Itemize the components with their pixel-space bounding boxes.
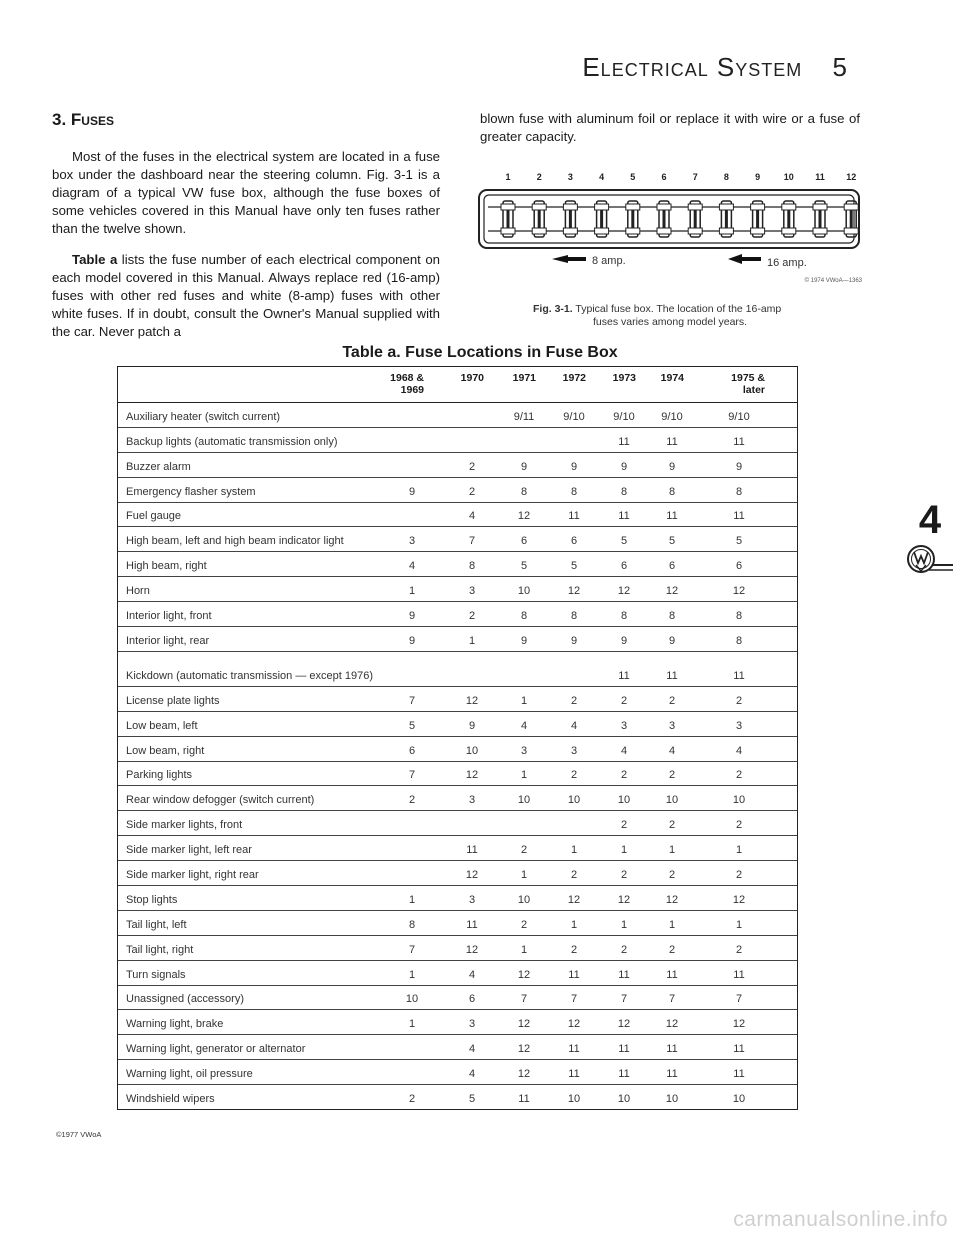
fuse-number-cell: 5 [668, 535, 676, 548]
fuse-number-cell: 2 [735, 869, 743, 882]
fuse-number-label: 11 [815, 172, 825, 182]
fuse-number-cell: 1 [668, 844, 676, 857]
fuse-number-cell: 9 [735, 460, 743, 473]
fuse-number-cell: 6 [520, 535, 528, 548]
fuse-number-cell: 11 [618, 510, 630, 523]
table-row [118, 652, 797, 687]
table-row [118, 577, 797, 602]
fuse-number-cell: 11 [568, 1068, 580, 1081]
table-row [118, 1010, 797, 1035]
component-name: Turn signals [126, 968, 186, 981]
table-row [118, 1060, 797, 1085]
fuse-number-cell: 6 [668, 560, 676, 573]
fuse-number-cell: 12 [465, 869, 479, 882]
fuse-number-cell: 2 [468, 460, 476, 473]
fuse-number-label: 3 [567, 172, 573, 182]
table-row [118, 811, 797, 836]
fuse-number-cell: 11 [733, 669, 745, 682]
component-name: High beam, left and high beam indicator light [126, 535, 344, 548]
table-reference-paragraph [52, 251, 440, 341]
fuse-number-cell: 9 [668, 634, 676, 647]
table-row [118, 552, 797, 577]
fuse-number-label: 5 [630, 172, 636, 182]
fuse-number-cell: 3 [468, 585, 476, 598]
fuse-number-cell: 12 [517, 968, 531, 981]
fuse-number-cell: 12 [732, 893, 746, 906]
component-name: Side marker light, left rear [126, 844, 252, 857]
fuse-number-cell: 11 [568, 968, 580, 981]
side-tab-number: 4 [918, 498, 942, 542]
table-row [118, 712, 797, 737]
fuse-number-cell: 2 [735, 943, 743, 956]
fuse-number-cell: 8 [520, 610, 528, 623]
fuse-number-cell: 2 [570, 769, 578, 782]
fuse-number-cell: 12 [517, 1068, 531, 1081]
fuse-number-cell: 9 [520, 460, 528, 473]
fuse-number-cell: 2 [468, 610, 476, 623]
fuse-number-cell: 11 [666, 510, 678, 523]
fuse-number-cell: 9/10 [728, 410, 750, 423]
fuse-number-cell: 9 [620, 634, 628, 647]
component-name: Rear window defogger (switch current) [126, 794, 315, 807]
fuse-number-cell: 9 [408, 485, 416, 498]
fuse-number-cell: 8 [408, 918, 416, 931]
fuse-number-cell: 2 [668, 694, 676, 707]
fuse [719, 201, 733, 237]
fuse-number-cell: 10 [732, 1093, 746, 1106]
table-row [118, 478, 797, 503]
table-row [118, 961, 797, 986]
fuse-number-cell: 2 [408, 1093, 416, 1106]
fuse-number-cell: 9 [468, 719, 476, 732]
fuse-number-cell: 2 [468, 485, 476, 498]
table-row [118, 911, 797, 936]
fuse-number-cell: 6 [620, 560, 628, 573]
fuse-number-cell: 1 [570, 844, 578, 857]
fuse-number-cell: 7 [668, 993, 676, 1006]
table-body [118, 403, 797, 1109]
fuse-number-cell: 11 [666, 435, 678, 448]
fuse-16-amp-symbol [728, 254, 761, 264]
fuse-number-cell: 11 [568, 510, 580, 523]
fuse-number-cell: 11 [466, 844, 478, 857]
fuse-number-cell: 11 [733, 510, 745, 523]
component-name: Low beam, right [126, 744, 205, 757]
fuse-number-cell: 8 [668, 485, 676, 498]
figure-credit: © 1974 VWoA—1363 [804, 278, 862, 284]
fuse-number-cell: 11 [618, 669, 630, 682]
fuse [501, 201, 515, 237]
fuse [595, 201, 609, 237]
fuse-number-cell: 8 [570, 485, 578, 498]
fuse-number-cell: 6 [408, 744, 416, 757]
table-row [118, 687, 797, 712]
fuse-number-cell: 10 [405, 993, 419, 1006]
table-row [118, 503, 797, 528]
legend-8-amp-label: 8 amp. [592, 255, 626, 267]
table-row [118, 762, 797, 787]
fuse-number-label: 10 [783, 172, 794, 182]
fuse-number-cell: 8 [468, 560, 476, 573]
fuse-number-cell: 12 [517, 1018, 531, 1031]
fuse-number-cell: 3 [735, 719, 743, 732]
fuse-number-cell: 9 [570, 460, 578, 473]
fuse-number-label: 2 [536, 172, 542, 182]
fuse [751, 201, 765, 237]
fuse-number-cell: 5 [408, 719, 416, 732]
fuse-number-cell: 6 [468, 993, 476, 1006]
chapter-title: Electrical System [582, 52, 803, 82]
fuse-number-cell: 9 [408, 634, 416, 647]
table-row [118, 527, 797, 552]
fuse [657, 201, 671, 237]
fuse-number-cell: 3 [570, 744, 578, 757]
fuse-number-cell: 8 [570, 610, 578, 623]
fuse-number-cell: 1 [520, 694, 528, 707]
table-header-cell: 1974 [660, 372, 684, 384]
fuse-number-cell: 1 [408, 585, 416, 598]
table-row [118, 403, 797, 428]
fuse-number-cell: 12 [517, 510, 531, 523]
table-row [118, 1035, 797, 1060]
fuse-number-cell: 1 [735, 918, 743, 931]
figure-caption-line2: fuses varies among model years. [593, 316, 748, 328]
fuse-number-cell: 9/11 [513, 410, 535, 423]
fuse-number-cell: 11 [618, 1068, 630, 1081]
fuse-number-cell: 2 [668, 869, 676, 882]
fuse-number-cell: 8 [520, 485, 528, 498]
fuse-box-diagram [474, 160, 864, 290]
fuse-number-cell: 9 [620, 460, 628, 473]
fuse-number-cell: 8 [735, 610, 743, 623]
fuse-number-cell: 2 [620, 869, 628, 882]
figure-caption-line1: Typical fuse box. The location of the 16-amp [575, 303, 782, 315]
table-row [118, 786, 797, 811]
fuse [626, 201, 640, 237]
watermark: carmanualsonline.info [733, 1208, 948, 1231]
fuse-number-cell: 5 [468, 1093, 476, 1106]
fuse-8-amp-symbol [552, 255, 586, 263]
fuse-number-cell: 7 [408, 694, 416, 707]
component-name: Buzzer alarm [126, 460, 191, 473]
fuse-number-cell: 11 [666, 669, 678, 682]
table-row [118, 602, 797, 627]
fuse-number-label: 4 [599, 172, 605, 182]
fuse-number-cell: 11 [733, 435, 745, 448]
right-column [480, 110, 860, 156]
component-name: Side marker light, right rear [126, 869, 259, 882]
fuse-number-cell: 9 [668, 460, 676, 473]
table-reference-text: lists the fuse number of each electrical component on each model covered in this Manual. Always replace red (16-amp) fuses with other red fuses and white (8-amp) fuses with other white fuses. If in doubt, consult the Owner's Manual supplied with the car. Never patch a [52, 252, 440, 339]
fuse-number-cell: 8 [620, 610, 628, 623]
fuse-number-cell: 11 [666, 1043, 678, 1056]
fuse-number-cell: 12 [732, 1018, 746, 1031]
fuse-number-cell: 4 [468, 510, 476, 523]
chapter-side-tab [905, 498, 955, 584]
fuse-number-cell: 9 [570, 634, 578, 647]
fuse [813, 201, 827, 237]
component-name: Interior light, front [126, 610, 212, 623]
fuse-number-cell: 3 [620, 719, 628, 732]
fuse-number-cell: 2 [408, 794, 416, 807]
fuse-number-cell: 2 [620, 694, 628, 707]
fuse-number-cell: 2 [620, 819, 628, 832]
fuse-number-cell: 7 [620, 993, 628, 1006]
fuse-number-cell: 12 [665, 893, 679, 906]
fuse-number-cell: 5 [735, 535, 743, 548]
fuse-number-cell: 12 [465, 943, 479, 956]
fuse-number-label: 8 [723, 172, 729, 182]
fuse-number-cell: 4 [520, 719, 528, 732]
table-title: Table a. Fuse Locations in Fuse Box [342, 344, 618, 361]
fuse-number-cell: 11 [618, 435, 630, 448]
fuse-number-label: 6 [661, 172, 667, 182]
fuse-number-cell: 9 [520, 634, 528, 647]
fuse-number-cell: 11 [733, 968, 745, 981]
component-name: Auxiliary heater (switch current) [126, 410, 281, 423]
fuse-number-cell: 11 [618, 968, 630, 981]
fuse-number-label: 12 [846, 172, 857, 182]
fuse-number-cell: 9/10 [661, 410, 683, 423]
component-name: Low beam, left [126, 719, 198, 732]
table-row [118, 453, 797, 478]
fuse-number-cell: 7 [570, 993, 578, 1006]
fuse-location-table [117, 366, 798, 1110]
component-name: Warning light, brake [126, 1018, 224, 1031]
fuse-number-cell: 7 [408, 943, 416, 956]
continuation-paragraph: blown fuse with aluminum foil or replace it with wire or a fuse of greater capacity. [480, 111, 860, 144]
fuse-number-cell: 1 [408, 1018, 416, 1031]
fuse-number-cell: 12 [517, 1043, 531, 1056]
section-title: 3. Fuses [52, 110, 114, 129]
intro-paragraph: Most of the fuses in the electrical system are located in a fuse box under the dashboard near the steering column. Fig. 3-1 is a diagram of a typical VW fuse box, although the fuse boxes of some vehicles covered in this Manual have only ten fuses rather than the twelve shown. [52, 149, 440, 236]
component-name: Fuel gauge [126, 510, 182, 523]
fuse-number-cell: 10 [567, 1093, 581, 1106]
figure-caption [533, 303, 863, 329]
fuse-number-cell: 2 [570, 694, 578, 707]
fuse-number-cell: 8 [735, 485, 743, 498]
component-name: Interior light, rear [126, 634, 210, 647]
fuse-number-cell: 11 [568, 1043, 580, 1056]
fuse-number-cell: 1 [668, 918, 676, 931]
fuse-number-cell: 4 [620, 744, 628, 757]
fuse-number-cell: 3 [408, 535, 416, 548]
fuse-number-cell: 4 [735, 744, 743, 757]
fuse-number-cell: 2 [735, 769, 743, 782]
fuse-number-cell: 1 [520, 869, 528, 882]
fuse-number-cell: 4 [668, 744, 676, 757]
fuse-number-cell: 5 [620, 535, 628, 548]
component-name: Backup lights (automatic transmission only) [126, 435, 338, 448]
table-row [118, 428, 797, 453]
table-header-cell: 1970 [460, 372, 484, 384]
component-name: Warning light, generator or alternator [126, 1043, 306, 1056]
component-name: Unassigned (accessory) [126, 993, 244, 1006]
fuse-number-cell: 9 [408, 610, 416, 623]
fuse-number-cell: 10 [517, 585, 531, 598]
fuse-number-cell: 9/10 [613, 410, 635, 423]
fuse-number-cell: 7 [735, 993, 743, 1006]
copyright-note: ©1977 VWoA [56, 1130, 102, 1139]
fuse [688, 201, 702, 237]
table-row [118, 737, 797, 762]
component-name: Side marker lights, front [126, 819, 243, 832]
fuse-number-cell: 1 [468, 634, 476, 647]
table-row [118, 861, 797, 886]
page-number: 5 [832, 52, 848, 82]
legend-16-amp-label: 16 amp. [767, 257, 807, 269]
fuse-number-cell: 1 [735, 844, 743, 857]
fuse-number-cell: 12 [732, 585, 746, 598]
legend-16-amp [728, 254, 807, 269]
fuse-number-cell: 1 [520, 769, 528, 782]
fuse-number-cell: 12 [465, 769, 479, 782]
left-column [52, 110, 440, 354]
fuse-number-cell: 10 [617, 1093, 631, 1106]
fuse-number-cell: 2 [668, 943, 676, 956]
fuse-number-cell: 10 [567, 794, 581, 807]
fuse-number-cell: 12 [665, 585, 679, 598]
fuse-number-cell: 4 [468, 1068, 476, 1081]
fuse-number-cell: 2 [668, 819, 676, 832]
fuse-number-cell: 2 [620, 943, 628, 956]
fuse-number-cell: 10 [665, 1093, 679, 1106]
fuse-number-label: 9 [755, 172, 761, 182]
fuse-number-cell: 12 [567, 1018, 581, 1031]
fuse-number-cell: 3 [468, 1018, 476, 1031]
fuse-number-cell: 6 [735, 560, 743, 573]
component-name: Kickdown (automatic transmission — except 1976) [126, 669, 373, 682]
fuse-number-cell: 2 [570, 869, 578, 882]
table-header-cell: 1971 [512, 372, 536, 384]
fuse-number-cell: 2 [520, 844, 528, 857]
fuse-number-cell: 11 [518, 1093, 530, 1106]
table-header-row [118, 367, 797, 403]
table-row [118, 986, 797, 1011]
fuse-number-cell: 3 [468, 794, 476, 807]
table-row [118, 1085, 797, 1109]
fuse-number-cell: 10 [617, 794, 631, 807]
table-header-cell: 1975 & later [731, 372, 765, 396]
fuse-number-cell: 3 [468, 893, 476, 906]
fuse-number-cell: 11 [618, 1043, 630, 1056]
vw-logo-icon [905, 543, 955, 579]
fuse-number-cell: 10 [732, 794, 746, 807]
fuse-number-cell: 2 [735, 694, 743, 707]
fuse-number-cell: 7 [408, 769, 416, 782]
fuse-number-cell: 1 [620, 844, 628, 857]
fuse-number-cell: 4 [570, 719, 578, 732]
fuse-number-cell: 4 [408, 560, 416, 573]
fuse-number-cell: 7 [520, 993, 528, 1006]
component-name: Emergency flasher system [126, 485, 256, 498]
fuse-number-cell: 9/10 [563, 410, 585, 423]
fuse-number-cell: 3 [668, 719, 676, 732]
fuse-number-cell: 5 [520, 560, 528, 573]
fuse-number-cell: 11 [733, 1068, 745, 1081]
fuse-number-cell: 12 [617, 585, 631, 598]
fuse-number-cell: 11 [666, 968, 678, 981]
fuse-number-cell: 10 [665, 794, 679, 807]
fuse-number-label: 7 [692, 172, 698, 182]
component-name: Tail light, left [126, 918, 187, 931]
fuse-number-cell: 10 [465, 744, 479, 757]
component-name: High beam, right [126, 560, 207, 573]
fuse-number-cell: 4 [468, 1043, 476, 1056]
component-name: Warning light, oil pressure [126, 1068, 253, 1081]
fuse-number-cell: 8 [620, 485, 628, 498]
component-name: Tail light, right [126, 943, 194, 956]
fuse-number-cell: 5 [570, 560, 578, 573]
fuse-number-cell: 1 [520, 943, 528, 956]
fuse-box-figure [474, 160, 864, 290]
fuse-number-label: 1 [505, 172, 511, 182]
fuse-number-cell: 2 [520, 918, 528, 931]
component-name: License plate lights [126, 694, 220, 707]
legend-8-amp [552, 255, 626, 267]
table-row [118, 836, 797, 861]
table-header-cell: 1968 & 1969 [390, 372, 424, 396]
fuse-number-cell: 11 [733, 1043, 745, 1056]
fuse-number-cell: 8 [668, 610, 676, 623]
fuse-number-cell: 4 [468, 968, 476, 981]
fuse-number-cell: 11 [666, 1068, 678, 1081]
table-row [118, 627, 797, 652]
table-header-cell: 1973 [612, 372, 636, 384]
component-name: Horn [126, 585, 150, 598]
fuse-number-cell: 12 [665, 1018, 679, 1031]
component-name: Stop lights [126, 893, 178, 906]
table-reference-bold: Table a [72, 252, 118, 267]
fuse-number-cell: 12 [465, 694, 479, 707]
fuse-number-cell: 8 [735, 634, 743, 647]
fuse-number-cell: 2 [735, 819, 743, 832]
fuse [844, 201, 858, 237]
table-row [118, 886, 797, 911]
fuse-number-cell: 2 [668, 769, 676, 782]
fuse-number-cell: 10 [517, 893, 531, 906]
fuse-number-cell: 11 [466, 918, 478, 931]
table-row [118, 936, 797, 961]
fuse-number-cell: 2 [570, 943, 578, 956]
fuse-number-cell: 1 [570, 918, 578, 931]
fuse-number-cell: 10 [517, 794, 531, 807]
fuse-number-cell: 12 [567, 585, 581, 598]
fuse-number-cell: 2 [620, 769, 628, 782]
fuse-number-cell: 12 [567, 893, 581, 906]
fuse-number-cell: 1 [620, 918, 628, 931]
table-header-cell: 1972 [562, 372, 586, 384]
fuse-number-cell: 1 [408, 893, 416, 906]
fuse-number-cell: 1 [408, 968, 416, 981]
fuse [782, 201, 796, 237]
fuse-number-cell: 12 [617, 893, 631, 906]
fuse-number-cell: 3 [520, 744, 528, 757]
component-name: Parking lights [126, 769, 193, 782]
figure-caption-label: Fig. 3-1. [533, 303, 573, 315]
fuse-number-cell: 6 [570, 535, 578, 548]
fuse-number-cell: 7 [468, 535, 476, 548]
fuse-number-cell: 12 [617, 1018, 631, 1031]
page-header [582, 52, 848, 83]
fuse [563, 201, 577, 237]
fuse [532, 201, 546, 237]
component-name: Windshield wipers [126, 1093, 215, 1106]
